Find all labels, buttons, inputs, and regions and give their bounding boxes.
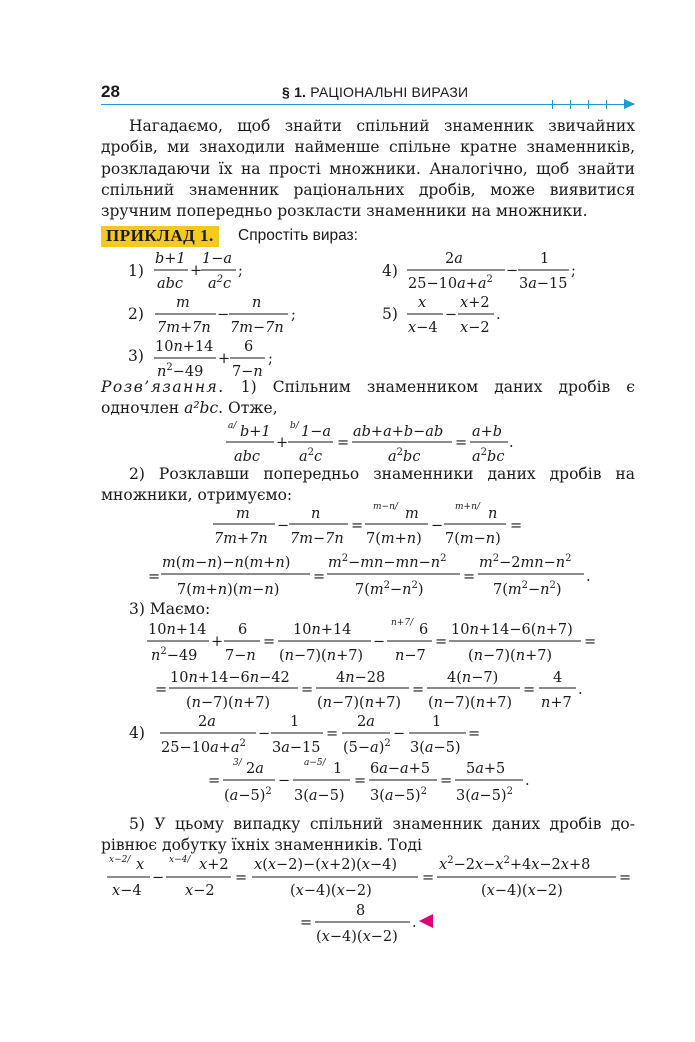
solution-5-formula-line1 [107, 855, 631, 899]
svg-text:m−n/: m−n/ [373, 502, 398, 512]
svg-text:=: = [313, 569, 326, 585]
svg-text:=: = [584, 634, 597, 650]
svg-text:=: = [301, 682, 314, 698]
svg-text:7−n: 7−n [225, 648, 256, 664]
svg-text:8: 8 [356, 903, 366, 919]
svg-text:a−5/: a−5/ [304, 758, 326, 768]
svg-text:25−10a+a2: $25-10a+a^2$ [408, 274, 493, 292]
svg-text:1: 1 [432, 714, 442, 730]
svg-text:−: − [152, 870, 165, 886]
end-marker-icon [419, 914, 433, 928]
svg-text:(n−7)(n+7): (n−7)(n+7) [468, 648, 553, 664]
task-3-formula [154, 339, 273, 380]
svg-text:a2c: $a^2c$ [208, 274, 232, 292]
svg-text:=: = [435, 634, 448, 650]
solution-2-formula-line1 [213, 502, 522, 547]
svg-text:n+7: n+7 [541, 695, 572, 711]
svg-text:n2−49: $n^2-49$ [157, 362, 204, 380]
svg-text:10n+14: 10n+14 [155, 339, 214, 355]
solution-1-line2 [101, 399, 278, 417]
solution-word: Розв’язання. [101, 378, 225, 396]
svg-text:3(a−5): 3(a−5) [410, 740, 461, 756]
svg-text:.: . [496, 307, 501, 323]
section-mark: § 1. [282, 84, 307, 100]
svg-text:b/: b/ [290, 421, 299, 431]
svg-text:6: 6 [244, 339, 254, 355]
svg-text:1: 1 [290, 714, 300, 730]
svg-text:1−a: 1−a [202, 251, 233, 267]
solution-3-label: 3) Маємо: [129, 600, 211, 618]
svg-text:=: = [468, 726, 481, 742]
svg-text:7m+7n: 7m+7n [214, 531, 268, 547]
svg-text:4(n−7): 4(n−7) [447, 670, 499, 686]
svg-text:3/: 3/ [233, 758, 242, 768]
svg-text:7m−7n: 7m−7n [230, 320, 284, 336]
svg-text:.: . [586, 569, 591, 585]
solution-5-line2: рівнює добутку їхніх знаменників. Тоді [101, 836, 422, 854]
svg-text:=: = [351, 518, 364, 534]
example-label: ПРИКЛАД 1. [101, 226, 219, 247]
svg-text:3(a−5): 3(a−5) [294, 788, 345, 804]
svg-text:7m+7n: 7m+7n [157, 320, 211, 336]
task-1-formula [154, 251, 243, 292]
svg-text:=: = [337, 435, 350, 451]
solution-3-formula-line1 [147, 618, 596, 664]
svg-text:6a−a+5: 6a−a+5 [370, 761, 431, 777]
svg-text:7(m+n)(m−n): 7(m+n)(m−n) [177, 582, 280, 598]
svg-text:=: = [263, 634, 276, 650]
svg-text:x+2: x+2 [199, 857, 229, 873]
svg-text:=: = [463, 569, 476, 585]
solution-1-text-c: . Отже, [218, 399, 278, 417]
svg-text:abc: abc [157, 276, 184, 292]
svg-text:10n+14: 10n+14 [148, 622, 207, 638]
svg-text:6: 6 [419, 622, 429, 638]
svg-text:x−4/: x−4/ [169, 855, 191, 865]
svg-text:.: . [578, 682, 583, 698]
svg-text:m2−2mn−n2: $m^2-2mn-n^2$ [479, 553, 572, 571]
task-number-5: 5) [382, 305, 398, 323]
solution-4-formula-line2 [208, 758, 530, 804]
svg-text:=: = [235, 870, 248, 886]
svg-text:x: x [136, 857, 145, 873]
svg-text:(n−7)(n+7): (n−7)(n+7) [279, 648, 364, 664]
task-number-2: 2) [128, 305, 144, 323]
svg-text:(x−4)(x−2): (x−4)(x−2) [290, 883, 372, 899]
svg-text:;: ; [571, 263, 576, 279]
solution-4-formula-line1 [160, 714, 480, 756]
svg-text:3a−15: 3a−15 [272, 740, 321, 756]
svg-text:x−2/: x−2/ [109, 855, 131, 865]
svg-text:b+1: b+1 [240, 424, 271, 440]
svg-text:−: − [373, 634, 386, 650]
solution-4-label: 4) [129, 724, 145, 742]
svg-text:(n−7)(n+7): (n−7)(n+7) [428, 695, 513, 711]
svg-text:−: − [393, 726, 406, 742]
svg-text:=: = [155, 682, 168, 698]
svg-text:=: = [523, 682, 536, 698]
svg-text:6: 6 [238, 622, 248, 638]
svg-text:=: = [412, 682, 425, 698]
svg-text:x−4: x−4 [112, 883, 142, 899]
svg-text:n: n [488, 506, 498, 522]
solution-1-monomial: a²bc [184, 399, 219, 417]
svg-text:x−2: x−2 [185, 883, 215, 899]
svg-text:n: n [252, 295, 262, 311]
svg-text:x−4: x−4 [408, 320, 438, 336]
svg-text:m(m−n)−n(m+n): m(m−n)−n(m+n) [162, 555, 291, 571]
svg-text:.: . [412, 915, 417, 931]
svg-text:−: − [277, 518, 290, 534]
svg-text:a/: a/ [228, 421, 237, 431]
svg-text:1: 1 [540, 251, 550, 267]
svg-text:=: = [422, 870, 435, 886]
svg-text:7(m2−n2): $7(m^2-n^2)$ [493, 580, 562, 598]
svg-text:25−10a+a2: $25-10a+a^2$ [161, 738, 246, 756]
svg-text:n: n [311, 506, 321, 522]
svg-text:x: x [418, 295, 427, 311]
svg-text:=: = [354, 773, 367, 789]
svg-text:7(m−n): 7(m−n) [445, 531, 501, 547]
svg-text:3(a−5)2: $3(a-5)^2$ [370, 786, 427, 804]
svg-text:7(m2−n2): $7(m^2-n^2)$ [355, 580, 424, 598]
svg-text:+: + [276, 435, 289, 451]
solution-1-formula [226, 421, 514, 465]
svg-text:(a−5)2: $(a-5)^2$ [224, 786, 272, 804]
svg-text:10n+14−6n−42: 10n+14−6n−42 [170, 670, 290, 686]
svg-text:=: = [300, 915, 313, 931]
svg-text:a+b: a+b [472, 424, 503, 440]
svg-text:3(a−5)2: $3(a-5)^2$ [456, 786, 513, 804]
svg-text:3a−15: 3a−15 [519, 276, 568, 292]
svg-text:n−7: n−7 [395, 648, 426, 664]
svg-text:(x−4)(x−2): (x−4)(x−2) [316, 929, 398, 945]
task-number-4: 4) [382, 262, 398, 280]
svg-text:a2bc: $a^2bc$ [472, 447, 505, 465]
svg-text:x−2: x−2 [460, 320, 490, 336]
svg-text:7(m+n): 7(m+n) [366, 531, 422, 547]
svg-text:−: − [258, 726, 271, 742]
page-number: 28 [101, 82, 120, 101]
svg-text:−: − [431, 518, 444, 534]
svg-text:m2−mn−mn−n2: $m^2-mn-mn-n^2$ [328, 553, 447, 571]
svg-text:1: 1 [333, 761, 343, 777]
svg-text:x+2: x+2 [460, 295, 490, 311]
solution-2-line2: множники, отримуємо: [101, 486, 293, 504]
solution-1-line1 [101, 378, 635, 396]
svg-text:2a: 2a [198, 714, 216, 730]
svg-text:n+7/: n+7/ [391, 618, 414, 628]
svg-text:+: + [218, 351, 231, 367]
svg-text:1−a: 1−a [301, 424, 332, 440]
svg-text:10n+14−6(n+7): 10n+14−6(n+7) [451, 622, 573, 638]
solution-5-formula-line2 [300, 903, 417, 945]
svg-text:=: = [208, 773, 221, 789]
svg-text:.: . [509, 435, 514, 451]
solution-2-line1: 2) Розклавши попередньо знаменники даних дробів на [129, 465, 635, 483]
svg-text:;: ; [291, 307, 296, 323]
svg-text:5a+5: 5a+5 [466, 761, 506, 777]
svg-text:;: ; [238, 263, 243, 279]
solution-3-formula-line2 [155, 670, 583, 711]
svg-text:n2−49: $n^2-49$ [151, 646, 198, 664]
svg-text:abc: abc [234, 449, 261, 465]
svg-text:x(x−2)−(x+2)(x−4): x(x−2)−(x+2)(x−4) [254, 857, 398, 873]
solution-1-text-a: 1) Спільним знаменником даних дробів є [224, 378, 635, 396]
svg-text:(n−7)(n+7): (n−7)(n+7) [186, 695, 271, 711]
svg-text:−: − [445, 307, 458, 323]
svg-text:m: m [405, 506, 419, 522]
svg-text:+: + [211, 634, 224, 650]
svg-text:4n−28: 4n−28 [336, 670, 386, 686]
section-name: РАЦІОНАЛЬНІ ВИРАЗИ [310, 84, 469, 100]
solution-5-line1: 5) У цьому випадку спільний знаменник даних дробів до- [129, 815, 635, 833]
svg-text:−: − [217, 307, 230, 323]
svg-text:=: = [326, 726, 339, 742]
svg-text:=: = [455, 435, 468, 451]
svg-text:=: = [619, 870, 632, 886]
svg-text:(5−a)2: $(5-a)^2$ [343, 738, 391, 756]
svg-text:x2−2x−x2+4x−2x+8: $x^2-2x-x^2+4x-2x+8$ [439, 855, 591, 873]
svg-text:4: 4 [553, 670, 563, 686]
svg-text:b+1: b+1 [155, 251, 186, 267]
svg-text:m: m [176, 295, 190, 311]
task-5-formula [407, 295, 501, 336]
svg-text:(n−7)(n+7): (n−7)(n+7) [317, 695, 402, 711]
task-2-formula [155, 295, 296, 336]
svg-text:7m−7n: 7m−7n [290, 531, 344, 547]
example-task: Спростіть вираз: [238, 227, 358, 244]
svg-text:m+n/: m+n/ [455, 502, 480, 512]
svg-text:a2c: $a^2c$ [299, 447, 323, 465]
svg-text:(x−4)(x−2): (x−4)(x−2) [481, 883, 563, 899]
svg-text:;: ; [268, 351, 273, 367]
svg-text:+: + [190, 263, 203, 279]
solution-2-formula-line2 [148, 553, 591, 598]
svg-text:=: = [510, 518, 523, 534]
svg-text:ab+a+b−ab: ab+a+b−ab [353, 424, 444, 440]
svg-text:2a: 2a [246, 761, 264, 777]
svg-text:7−n: 7−n [232, 364, 263, 380]
svg-text:−: − [506, 263, 519, 279]
solution-1-text-b: одночлен [101, 399, 180, 417]
svg-text:−: − [278, 773, 291, 789]
svg-text:10n+14: 10n+14 [293, 622, 352, 638]
svg-text:m: m [236, 506, 250, 522]
task-4-formula [407, 251, 576, 292]
task-number-3: 3) [128, 347, 144, 365]
intro-text: Нагадаємо, щоб знайти спільний знаменник звичайних дробів, ми знаходили найменше спільне кратне знаменників, розкладаючи їх на прості множники. Аналогічно, щоб знайти спільний знаменник раціональних дробів, може виявитися зручним попередньо розкласти знаменники на множники. [101, 117, 635, 221]
svg-text:2a: 2a [445, 251, 463, 267]
task-number-1: 1) [128, 262, 144, 280]
svg-text:2a: 2a [357, 714, 375, 730]
svg-text:=: = [148, 569, 161, 585]
svg-text:a2bc: $a^2bc$ [388, 447, 421, 465]
svg-text:=: = [440, 773, 453, 789]
svg-text:.: . [525, 773, 530, 789]
